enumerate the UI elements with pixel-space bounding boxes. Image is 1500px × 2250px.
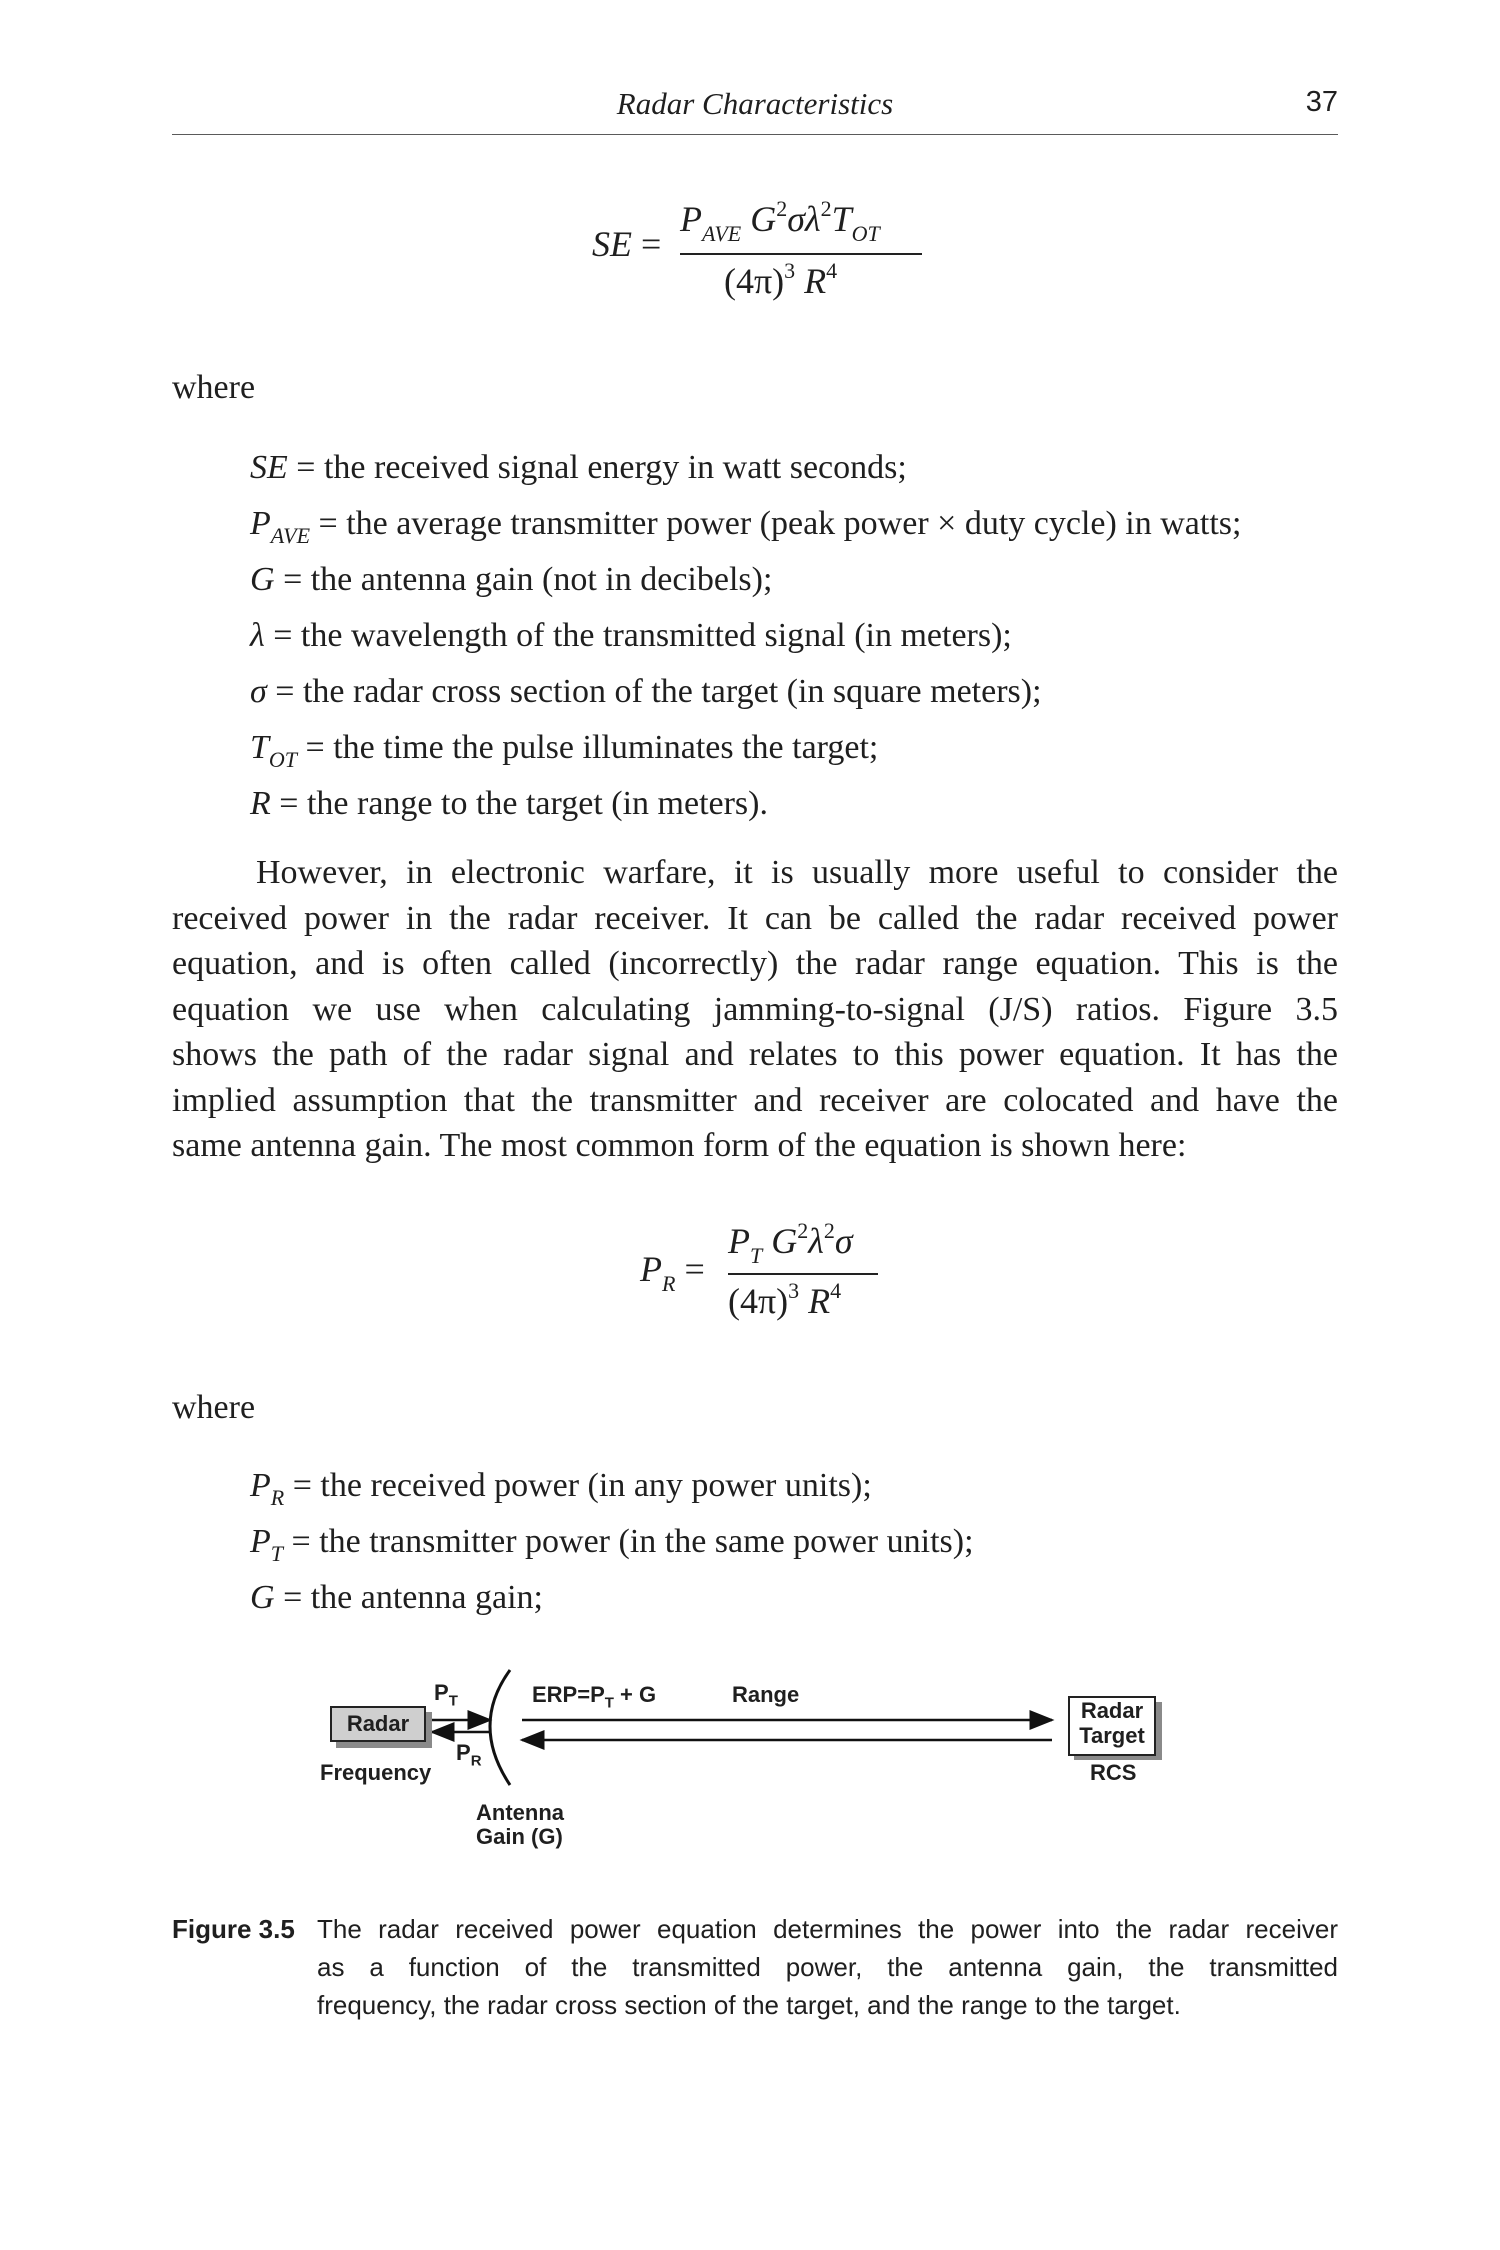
body-paragraph	[172, 850, 1338, 1169]
definition-g: G = the antenna gain (not in decibels);	[250, 561, 773, 598]
running-title: Radar Characteristics	[616, 86, 894, 121]
definition-g: G = the antenna gain;	[250, 1579, 543, 1616]
equation-2-numerator: $P_T$ $G^2\lambda^2\sigma$	[728, 1218, 853, 1268]
equation-1-lhs: SE =	[592, 224, 662, 264]
pt-label: $P_T$	[434, 1680, 458, 1710]
definition-sigma: σ = the radar cross section of the target (in square meters);	[250, 673, 1042, 710]
definition-pt: $P_T$ = the transmitter power (in the same power units);	[250, 1523, 974, 1566]
antenna-gain-label: Gain (G)	[476, 1824, 563, 1849]
caption-line: as a function of the transmitted power, the antenna gain, the transmitted	[317, 1952, 1338, 1982]
definition-lambda: λ = the wavelength of the transmitted signal (in meters);	[250, 617, 1012, 654]
range-label: Range	[732, 1682, 800, 1707]
equation-1-denominator: $(4\pi)^3$ $R^4$	[724, 258, 838, 301]
definition-pr: $P_R$ = the received power (in any power units);	[250, 1467, 872, 1510]
definition-r: R = the range to the target (in meters).	[250, 785, 768, 822]
paragraph-line: equation, and is often called (incorrectly) the radar range equation. This is the	[172, 945, 1338, 982]
paragraph-line: shows the path of the radar signal and relates to this power equation. It has the	[172, 1036, 1338, 1073]
target-box: Radar Target	[1068, 1696, 1156, 1756]
definitions-list-2	[250, 1458, 974, 1626]
caption-line: The radar received power equation determines the power into the radar receiver	[317, 1914, 1338, 1944]
erp-label: $ERP=P_T + G$	[532, 1682, 657, 1712]
where-label-2: where	[172, 1389, 256, 1426]
equation-2-lhs: $P_R$ =	[640, 1249, 705, 1296]
paragraph-line: received power in the radar receiver. It can be called the radar received power	[172, 899, 1338, 937]
equation-1-numerator: $P_{AVE}$ $G^2\sigma\lambda^2T_{OT}$	[680, 196, 880, 246]
page-number: 37	[1305, 86, 1338, 118]
paragraph-line: same antenna gain. The most common form of the equation is shown here:	[172, 1127, 1187, 1164]
paragraph-line: However, in electronic warfare, it is usually more useful to consider the	[256, 854, 1338, 891]
pr-label: $P_R$	[456, 1740, 482, 1770]
rcs-label: RCS	[1090, 1760, 1137, 1785]
definition-se: SE = the received signal energy in watt seconds;	[250, 449, 907, 486]
fraction-bar	[680, 253, 922, 255]
radar-box: Radar	[330, 1706, 426, 1742]
frequency-label: Frequency	[320, 1760, 432, 1785]
definition-tot: $T_{OT}$ = the time the pulse illuminates the target;	[250, 729, 879, 772]
fraction-bar	[728, 1273, 878, 1275]
paragraph-line: equation we use when calculating jamming-to-signal (J/S) ratios. Figure 3.5	[172, 990, 1338, 1028]
figure-3-5-diagram	[300, 1660, 1200, 1880]
antenna-label: Antenna	[476, 1800, 564, 1825]
antenna-dish	[490, 1670, 510, 1785]
where-label-1: where	[172, 369, 256, 406]
paragraph-line: implied assumption that the transmitter and receiver are colocated and have the	[172, 1081, 1338, 1119]
caption-text	[317, 1910, 1338, 2024]
definitions-list-1	[250, 440, 1241, 832]
equation-2-denominator: $(4\pi)^3$ $R^4$	[728, 1278, 842, 1321]
caption-line: frequency, the radar cross section of the target, and the range to the target.	[317, 1990, 1181, 2020]
caption-label: Figure 3.5	[172, 1914, 295, 1944]
definition-pave: $P_{AVE}$ = the average transmitter power (peak power × duty cycle) in watts;	[250, 505, 1242, 548]
page-header	[172, 76, 1338, 135]
